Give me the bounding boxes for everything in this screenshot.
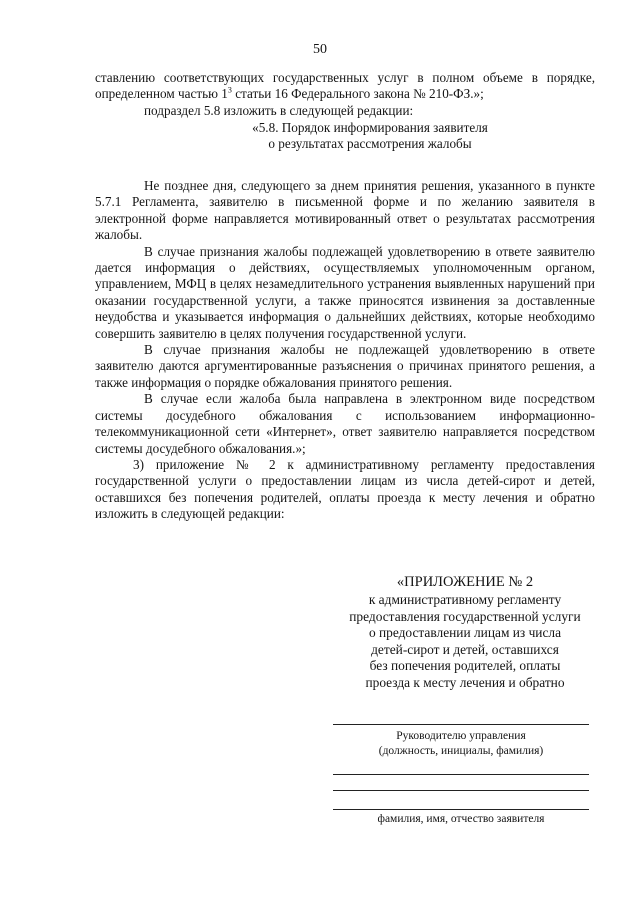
appendix-line: без попечения родителей, оплаты — [369, 658, 561, 674]
section-title — [170, 120, 570, 153]
applicant-line-2 — [333, 790, 589, 791]
paragraph-response-deadline: Не позднее дня, следующего за днем принятия решения, указанного в пункте 5.7.1 Регламента, заявителю в письменной форме и по желанию заявителя в электронной форме направляется мотивированный ответ о результатах рассмотрения жалобы. — [95, 178, 595, 243]
instruction-58: подраздел 5.8 изложить в следующей редакции: — [144, 102, 414, 118]
appendix-line: о предоставлении лицам из числа — [368, 625, 562, 641]
continuation-block — [95, 70, 595, 119]
continuation-text: ставлению соответствующих государственных услуг в полном объеме в порядке, определенном частью 1 — [95, 70, 595, 102]
paragraph-complaint-satisfied: В случае признания жалобы подлежащей удовлетворению в ответе заявителю дается информация о действиях, осуществляемых уполномоченным органом, управлением, МФЦ в целях незамедлительного устранения выявленных нарушений при оказании государственной услуги, а также приносятся извинения за доставленные неудобства и указывается информация о дальнейших действиях, которые необходимо совершить заявителю в целях получения государственной услуги. — [95, 243, 595, 341]
appendix-line: проезда к месту лечения и обратно — [365, 674, 565, 690]
superscript: 3 — [227, 86, 232, 96]
section-title-line1: «5.8. Порядок информирования заявителя — [252, 120, 488, 135]
recipient-line — [333, 724, 589, 725]
applicant-line-1 — [333, 774, 589, 775]
applicant-line-3 — [333, 809, 589, 810]
recipient-label: Руководителю управления — [396, 730, 526, 742]
appendix-line: к административному регламенту — [368, 592, 562, 607]
paragraph-electronic-complaint: В случае если жалоба была направлена в электронном виде посредством системы досудебного обжалования с использованием информационно-телекоммуникационной сети «Интернет», ответ заявителю направляется посредством системы досудебного обжалования.»; — [95, 391, 595, 456]
paragraph-complaint-rejected: В случае признания жалобы не подлежащей удовлетворению в ответе заявителю даются аргументированные разъяснения о причинах принятого решения, а также информация о порядке обжалования принятого решения. — [95, 342, 595, 390]
appendix-title: «ПРИЛОЖЕНИЕ № 2 — [396, 574, 534, 590]
continuation-text-end: статьи 16 Федерального закона № 210-ФЗ.»; — [231, 86, 484, 102]
continuation-paragraph — [95, 70, 595, 103]
body-text — [95, 178, 595, 523]
applicant-hint: фамилия, имя, отчество заявителя — [377, 813, 545, 825]
page-number: 50 — [313, 42, 327, 57]
recipient-hint: (должность, инициалы, фамилия) — [378, 745, 544, 757]
appendix-line: детей-сирот и детей, оставшихся — [371, 641, 559, 657]
appendix-header — [330, 572, 600, 692]
paragraph-appendix-2: 3) приложение № 2 к административному регламенту предоставления государственной услуги о предоставлении лицам из числа детей-сирот и детей, оставшихся без попечения родителей, оплаты проезда к месту лечения и обратно изложить в следующей редакции: — [95, 456, 595, 522]
appendix-line: предоставления государственной услуги — [349, 608, 581, 624]
section-title-line2: о результатах рассмотрения жалобы — [268, 136, 472, 152]
